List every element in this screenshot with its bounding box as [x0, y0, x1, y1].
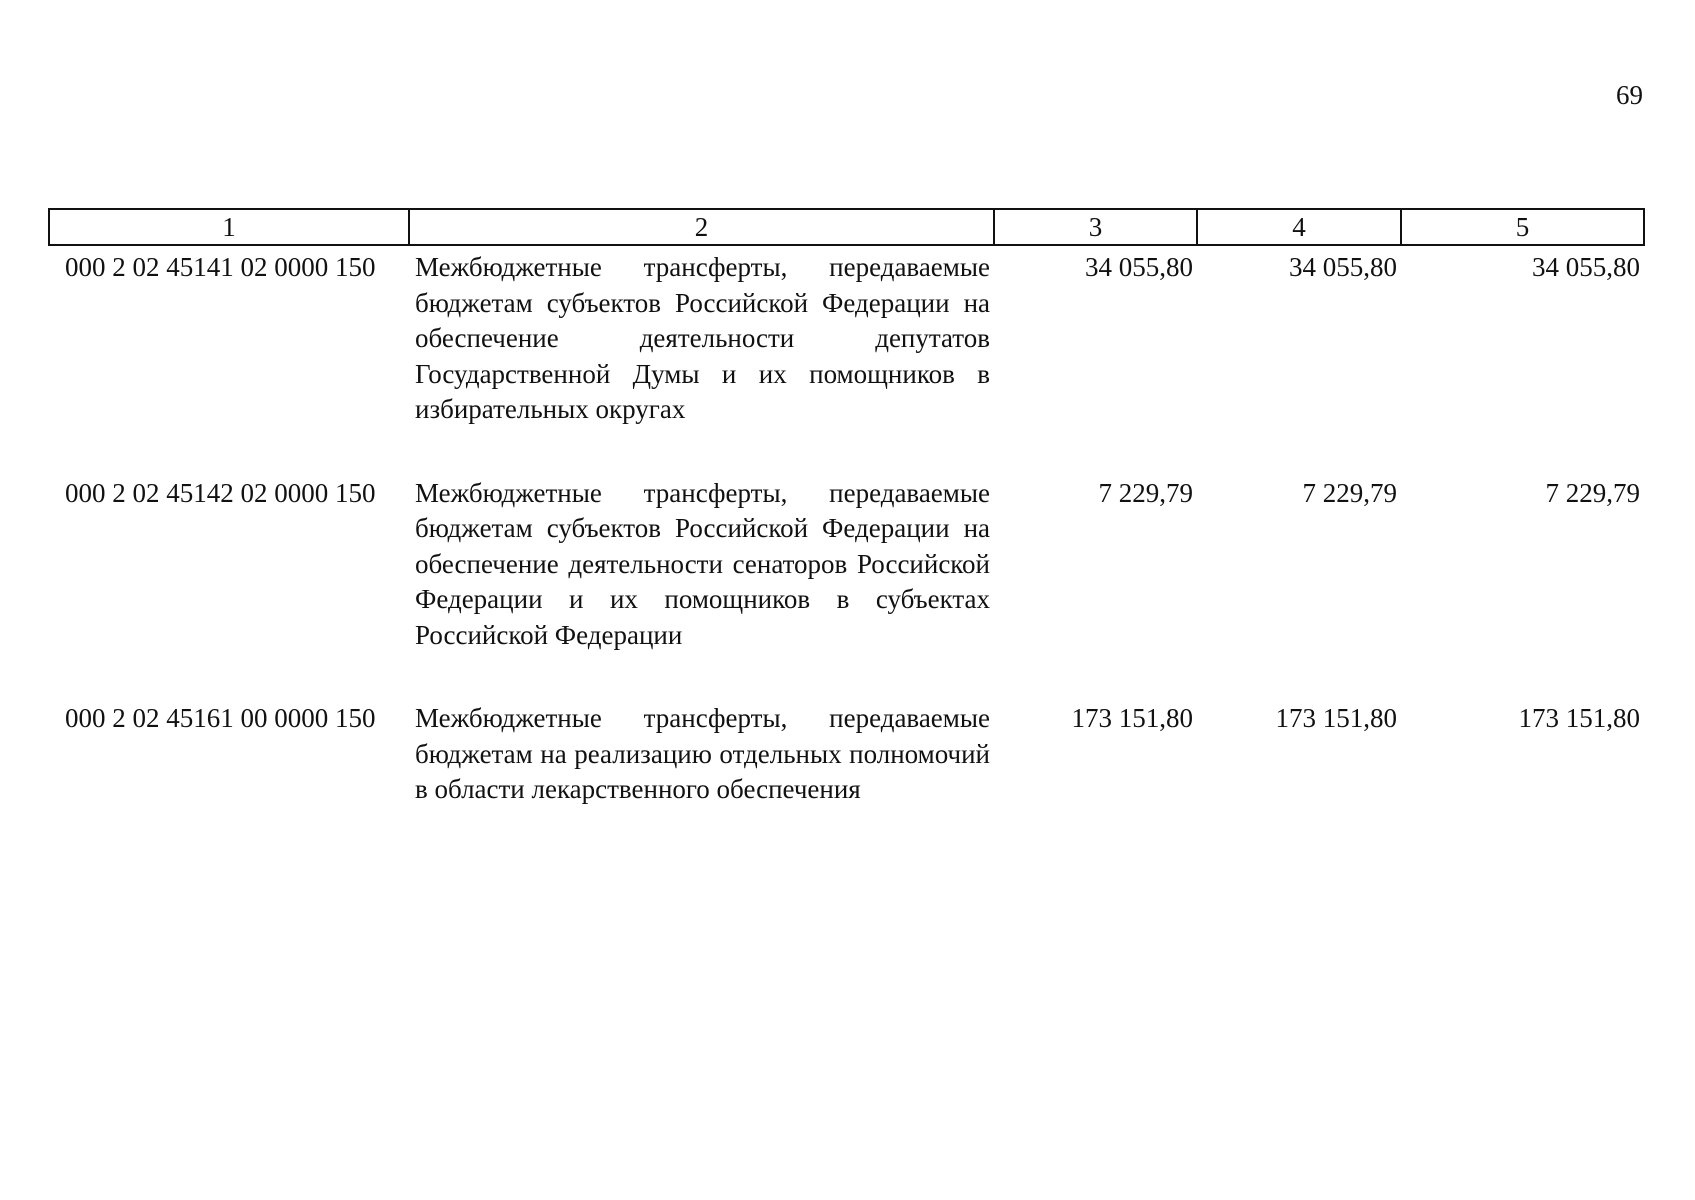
- description: Межбюджетные трансферты, передаваемые бюджетам субъектов Российской Федерации на обеспечение деятельности депутатов Государственной Думы и их помощников в избирательных округах: [415, 252, 990, 424]
- budget-code: 000 2 02 45141 02 0000 150: [65, 252, 376, 282]
- amount-col5: 34 055,80: [1532, 252, 1640, 282]
- budget-code: 000 2 02 45161 00 0000 150: [65, 703, 376, 733]
- page-number: 69: [1616, 80, 1643, 110]
- column-header-1: 1: [49, 209, 409, 245]
- budget-table: [48, 208, 1645, 854]
- budget-code: 000 2 02 45142 02 0000 150: [65, 477, 376, 508]
- table-row: [49, 245, 1644, 474]
- amount-col5: 173 151,80: [1518, 703, 1640, 733]
- amount-col4: 34 055,80: [1289, 252, 1397, 282]
- amount-col5: 7 229,79: [1545, 477, 1640, 508]
- description: Межбюджетные трансферты, передаваемые бюджетам субъектов Российской Федерации на обеспечение деятельности сенаторов Российской Федерации и их помощников в субъектах Российской Федерации: [415, 477, 990, 650]
- column-header-5: 5: [1401, 209, 1644, 245]
- table-row: [49, 699, 1644, 854]
- amount-col4: 7 229,79: [1302, 477, 1397, 508]
- column-header-2: 2: [409, 209, 994, 245]
- amount-col3: 7 229,79: [1098, 477, 1193, 508]
- amount-col4: 173 151,80: [1275, 703, 1397, 733]
- column-header-4: 4: [1197, 209, 1401, 245]
- column-header-3: 3: [994, 209, 1197, 245]
- table-row: [49, 474, 1644, 700]
- amount-col3: 34 055,80: [1085, 252, 1193, 282]
- table-header-row: [49, 209, 1644, 245]
- amount-col3: 173 151,80: [1071, 703, 1193, 733]
- description: Межбюджетные трансферты, передаваемые бюджетам на реализацию отдельных полномочий в области лекарственного обеспечения: [415, 703, 990, 804]
